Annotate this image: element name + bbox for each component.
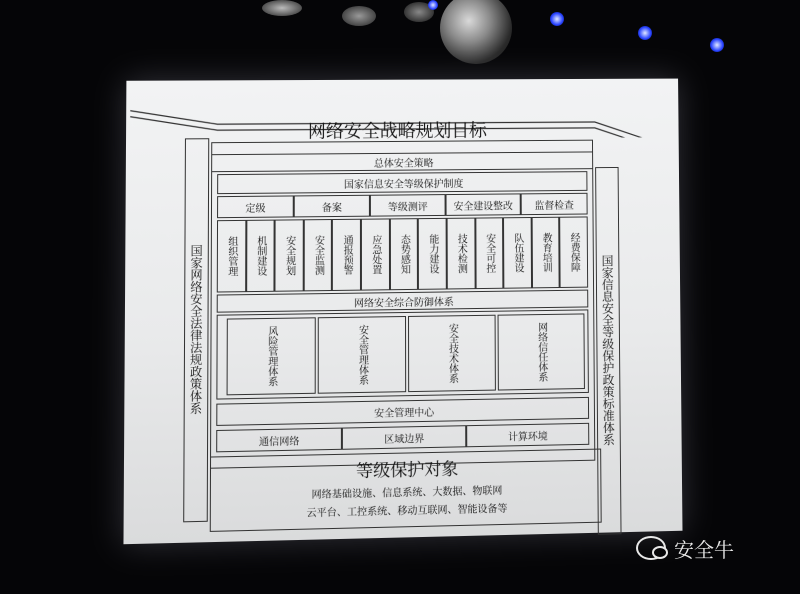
subsystem-management-label: 安全管理体系 bbox=[356, 324, 368, 385]
measure-item bbox=[560, 216, 589, 288]
left-pillar bbox=[183, 138, 209, 522]
subsystem-trust-label: 网络信任体系 bbox=[535, 321, 547, 382]
phase-supervision: 监督检查 bbox=[521, 193, 588, 215]
right-pillar-label: 国家信息安全等级保护政策标准体系 bbox=[600, 254, 616, 446]
measure-label: 机制建设 bbox=[254, 235, 266, 276]
measure-label: 通报预警 bbox=[341, 234, 353, 275]
measure-item bbox=[531, 217, 560, 289]
measures-row bbox=[217, 216, 588, 292]
stage-light-1 bbox=[262, 0, 302, 16]
measure-label: 队伍建设 bbox=[511, 232, 523, 273]
protection-objects-line2: 云平台、工控系统、移动互联网、智能设备等 bbox=[306, 503, 508, 519]
infra-boundary: 区域边界 bbox=[342, 425, 466, 450]
infra-computing: 计算环境 bbox=[466, 423, 589, 447]
measure-item bbox=[304, 219, 333, 291]
wechat-watermark bbox=[636, 527, 786, 569]
measure-item bbox=[275, 219, 304, 291]
blue-light-4 bbox=[428, 0, 438, 10]
subsystem-technology-label: 安全技术体系 bbox=[446, 323, 458, 384]
measure-label: 应急处置 bbox=[369, 234, 381, 275]
phase-filing: 备案 bbox=[294, 195, 370, 218]
watermark-text: 安全牛 bbox=[674, 537, 734, 562]
projected-slide bbox=[123, 79, 682, 545]
measure-item bbox=[246, 220, 275, 293]
measure-item bbox=[447, 218, 476, 290]
left-pillar-label: 国家网络安全法律法规政策体系 bbox=[188, 244, 204, 415]
measure-item bbox=[503, 217, 532, 289]
measure-label: 经费保障 bbox=[568, 232, 580, 273]
stage-light-2 bbox=[342, 6, 376, 26]
blue-light-3 bbox=[710, 38, 724, 52]
subsystem-risk bbox=[227, 317, 316, 395]
security-management-center: 安全管理中心 bbox=[216, 397, 589, 426]
protection-objects-line1: 网络基础设施、信息系统、大数据、物联网 bbox=[311, 485, 503, 501]
wechat-icon bbox=[636, 536, 666, 560]
measure-item bbox=[475, 217, 504, 289]
measure-item bbox=[390, 218, 419, 290]
subsystem-management bbox=[318, 316, 406, 394]
subsystem-technology bbox=[408, 315, 496, 392]
disco-ball bbox=[440, 0, 512, 64]
blue-light-2 bbox=[638, 26, 652, 40]
infra-network: 通信网络 bbox=[216, 428, 342, 453]
phase-grading: 定级 bbox=[217, 195, 294, 218]
measure-label: 组织管理 bbox=[225, 236, 238, 277]
measure-label: 态势感知 bbox=[398, 234, 410, 275]
strategy-title: 网络安全战略规划目标 bbox=[307, 120, 487, 143]
measure-label: 能力建设 bbox=[426, 233, 438, 274]
measure-label: 安全监测 bbox=[312, 235, 324, 276]
phase-rectification: 安全建设整改 bbox=[446, 193, 521, 215]
measure-label: 教育培训 bbox=[540, 232, 552, 273]
subsystem-trust bbox=[498, 313, 585, 390]
blue-light-1 bbox=[550, 12, 564, 26]
measure-item bbox=[217, 220, 246, 293]
defense-system: 网络安全综合防御体系 bbox=[217, 290, 589, 313]
measure-label: 技术检测 bbox=[455, 233, 467, 274]
measure-item bbox=[332, 219, 361, 291]
subsystem-risk-label: 风险管理体系 bbox=[265, 325, 277, 387]
measure-item bbox=[418, 218, 447, 290]
measure-item bbox=[361, 218, 390, 290]
protection-objects-title: 等级保护对象 bbox=[356, 459, 459, 482]
measure-label: 安全规划 bbox=[283, 235, 295, 276]
protection-system: 国家信息安全等级保护制度 bbox=[217, 171, 587, 194]
phase-evaluation: 等级测评 bbox=[370, 194, 446, 217]
overall-strategy: 总体安全策略 bbox=[211, 151, 593, 172]
measure-label: 安全可控 bbox=[483, 233, 495, 274]
